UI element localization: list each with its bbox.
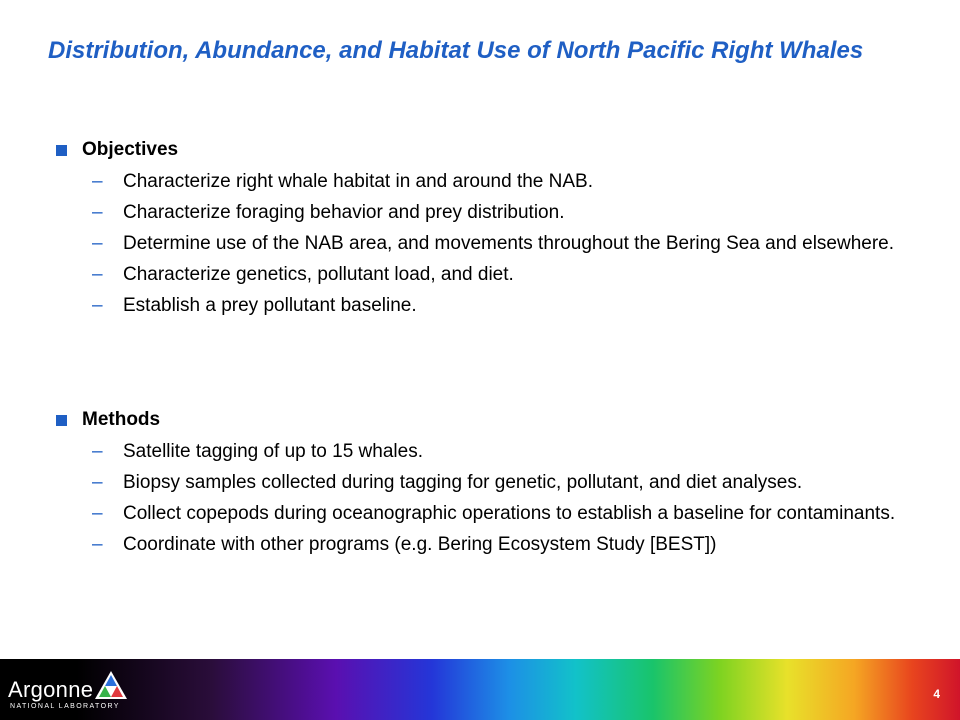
objectives-heading: Objectives — [82, 139, 179, 160]
dash-bullet-icon: – — [92, 503, 103, 524]
logo-subtext: NATIONAL LABORATORY — [10, 703, 120, 710]
list-item — [48, 170, 928, 194]
list-item-text: Determine use of the NAB area, and movements throughout the Bering Sea and elsewhere. — [123, 233, 895, 254]
dash-bullet-icon: – — [92, 441, 103, 462]
list-item — [48, 263, 928, 287]
dash-bullet-icon: – — [92, 202, 103, 223]
list-item — [48, 440, 928, 464]
square-bullet-icon — [56, 415, 67, 426]
list-item — [48, 201, 928, 225]
argonne-triangle-icon — [94, 670, 128, 700]
methods-section — [48, 407, 928, 557]
list-item-text: Characterize foraging behavior and prey distribution. — [123, 202, 565, 223]
page-number: 4 — [933, 687, 940, 701]
list-item-text: Collect copepods during oceanographic operations to establish a baseline for contaminants. — [123, 503, 896, 524]
dash-bullet-icon: – — [92, 534, 103, 555]
objectives-section — [48, 137, 928, 318]
list-item-text: Characterize right whale habitat in and around the NAB. — [123, 171, 593, 192]
argonne-logo — [6, 667, 136, 715]
list-item — [48, 533, 928, 557]
square-bullet-icon — [56, 145, 67, 156]
list-item — [48, 294, 928, 318]
logo-wordmark: Argonne — [8, 677, 94, 702]
list-item-text: Establish a prey pollutant baseline. — [123, 295, 417, 316]
methods-heading-row — [48, 407, 928, 433]
list-item-text: Coordinate with other programs (e.g. Bering Ecosystem Study [BEST]) — [123, 534, 717, 555]
list-item — [48, 471, 928, 495]
slide-title: Distribution, Abundance, and Habitat Use of North Pacific Right Whales — [48, 37, 864, 64]
dash-bullet-icon: – — [92, 472, 103, 493]
dash-bullet-icon: – — [92, 264, 103, 285]
objectives-heading-row — [48, 137, 928, 163]
dash-bullet-icon: – — [92, 233, 103, 254]
list-item-text: Satellite tagging of up to 15 whales. — [123, 441, 423, 462]
methods-heading: Methods — [82, 409, 161, 430]
list-item — [48, 502, 928, 526]
dash-bullet-icon: – — [92, 171, 103, 192]
list-item-text: Biopsy samples collected during tagging for genetic, pollutant, and diet analyses. — [123, 472, 803, 493]
footer-band — [0, 659, 960, 720]
dash-bullet-icon: – — [92, 295, 103, 316]
list-item — [48, 232, 928, 256]
list-item-text: Characterize genetics, pollutant load, and diet. — [123, 264, 514, 285]
